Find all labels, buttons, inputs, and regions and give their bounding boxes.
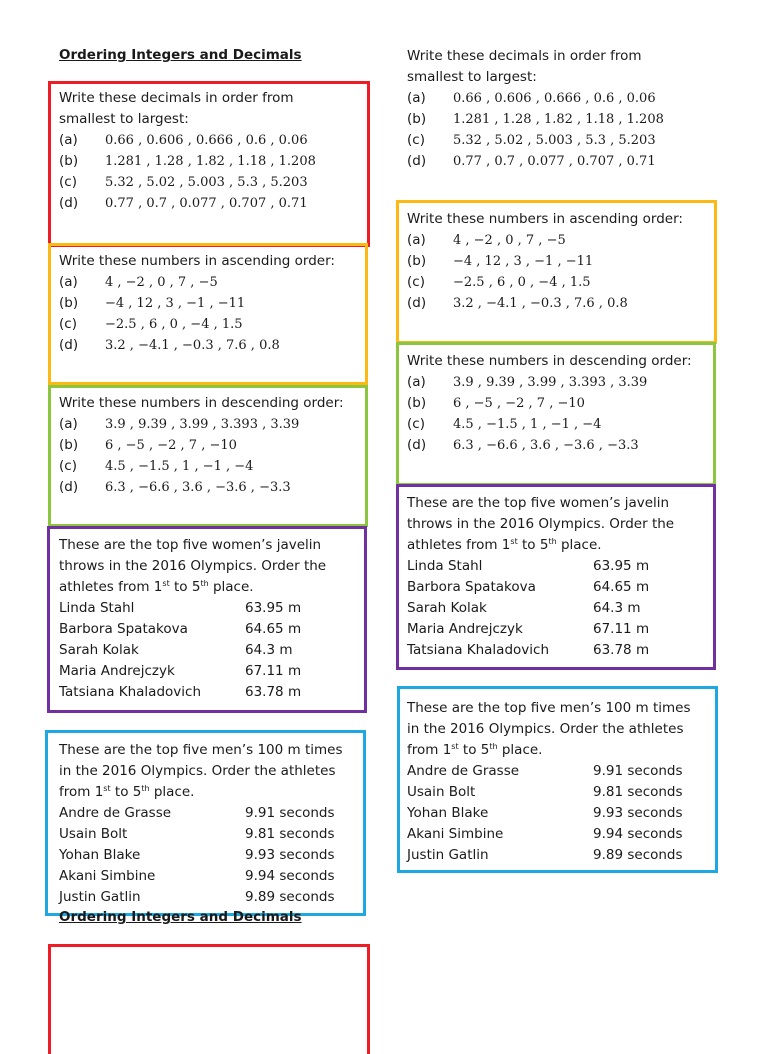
ascending-item: [59, 293, 335, 314]
decimals-prompt-line2: smallest to largest:: [407, 69, 537, 85]
athlete-name: Tatsiana Khaladovich: [59, 684, 202, 700]
ascending-item: [59, 272, 335, 293]
athlete-name: Andre de Grasse: [59, 805, 172, 821]
decimals-prompt-line1: Write these decimals in order from: [407, 48, 642, 64]
item-values: 5.32 , 5.02 , 5.003 , 5.3 , 5.203: [105, 175, 308, 190]
athlete-name: Maria Andrejczyk: [407, 621, 523, 637]
worksheet-title-repeat: Ordering Integers and Decimals: [59, 909, 302, 925]
athlete-result: 64.65 m: [245, 621, 302, 637]
athlete-name: Linda Stahl: [59, 600, 135, 616]
javelin-question: [59, 535, 326, 703]
athlete-row: [59, 866, 342, 887]
item-label: (b): [59, 437, 79, 453]
item-label: (c): [59, 316, 77, 332]
item-values: −2.5 , 6 , 0 , −4 , 1.5: [453, 275, 591, 290]
decimals-question-right: [407, 46, 664, 172]
athlete-result: 67.11 m: [593, 621, 650, 637]
athlete-row: [59, 887, 342, 908]
decimals-item: [59, 193, 316, 214]
sprint-question: [59, 740, 342, 908]
descending-item: [59, 477, 344, 498]
athlete-row: [59, 824, 342, 845]
athlete-row: [59, 640, 326, 661]
item-values: 4 , −2 , 0 , 7 , −5: [453, 233, 566, 248]
descending-item: [59, 414, 344, 435]
ordinal-suffix: st: [451, 742, 459, 751]
item-values: 0.66 , 0.606 , 0.666 , 0.6 , 0.06: [105, 133, 308, 148]
athlete-row: [407, 640, 674, 661]
item-label: (a): [59, 274, 78, 290]
item-label: (a): [407, 374, 426, 390]
ascending-prompt: Write these numbers in ascending order:: [59, 253, 335, 269]
athlete-result: 9.81 seconds: [593, 784, 683, 800]
athlete-result: 67.11 m: [245, 663, 302, 679]
javelin-intro-line3: [407, 535, 674, 556]
decimals-question: [59, 88, 316, 214]
athlete-result: 9.89 seconds: [245, 889, 335, 905]
athlete-result: 9.91 seconds: [593, 763, 683, 779]
athlete-row: [407, 619, 674, 640]
athlete-row: [407, 845, 690, 866]
athlete-row: [407, 761, 690, 782]
ascending-item: [59, 335, 335, 356]
athlete-name: Maria Andrejczyk: [59, 663, 175, 679]
item-values: 3.2 , −4.1 , −0.3 , 7.6 , 0.8: [105, 338, 280, 353]
descending-item: [59, 456, 344, 477]
decimals-item: [59, 172, 316, 193]
athlete-name: Barbora Spatakova: [59, 621, 188, 637]
sprint-intro-line3: [59, 782, 342, 803]
athlete-result: 63.95 m: [593, 558, 650, 574]
item-label: (b): [407, 253, 427, 269]
ordinal-suffix: st: [103, 784, 111, 793]
descending-item: [407, 372, 692, 393]
item-label: (b): [407, 111, 427, 127]
sprint-intro-line2: in the 2016 Olympics. Order the athletes: [59, 763, 336, 779]
javelin-intro-line1: These are the top five women’s javelin: [407, 495, 670, 511]
decimals-item: [407, 130, 664, 151]
athlete-name: Akani Simbine: [407, 826, 504, 842]
intro-text: from 1: [407, 742, 452, 758]
item-values: 1.281 , 1.28 , 1.82 , 1.18 , 1.208: [453, 112, 664, 127]
athlete-result: 9.93 seconds: [245, 847, 335, 863]
athlete-name: Akani Simbine: [59, 868, 156, 884]
athlete-name: Yohan Blake: [407, 805, 489, 821]
athlete-row: [59, 619, 326, 640]
ordinal-suffix: st: [162, 579, 170, 588]
athlete-name: Justin Gatlin: [59, 889, 141, 905]
ascending-item: [407, 293, 683, 314]
item-values: 3.9 , 9.39 , 3.99 , 3.393 , 3.39: [105, 417, 300, 432]
item-values: 0.77 , 0.7 , 0.077 , 0.707 , 0.71: [105, 196, 308, 211]
athlete-result: 64.3 m: [593, 600, 641, 616]
intro-text: to 5: [458, 742, 490, 758]
athlete-row: [407, 803, 690, 824]
athlete-name: Usain Bolt: [59, 826, 128, 842]
decimals-prompt-line2: smallest to largest:: [59, 111, 189, 127]
athlete-result: 9.94 seconds: [593, 826, 683, 842]
sprint-intro-line2: in the 2016 Olympics. Order the athletes: [407, 721, 684, 737]
descending-item: [407, 393, 692, 414]
javelin-intro-line1: These are the top five women’s javelin: [59, 537, 322, 553]
item-label: (b): [407, 395, 427, 411]
athlete-row: [59, 845, 342, 866]
athlete-result: 64.65 m: [593, 579, 650, 595]
athlete-result: 64.3 m: [245, 642, 293, 658]
javelin-question-right: [407, 493, 674, 661]
item-values: 4 , −2 , 0 , 7 , −5: [105, 275, 218, 290]
intro-text: to 5: [110, 784, 142, 800]
item-values: 6 , −5 , −2 , 7 , −10: [453, 396, 585, 411]
athlete-name: Sarah Kolak: [407, 600, 487, 616]
athlete-name: Yohan Blake: [59, 847, 141, 863]
athlete-row: [407, 598, 674, 619]
athlete-name: Linda Stahl: [407, 558, 483, 574]
decimals-box-repeat: [48, 944, 370, 1054]
item-values: −4 , 12 , 3 , −1 , −11: [105, 296, 246, 311]
item-label: (d): [59, 479, 79, 495]
item-label: (a): [407, 90, 426, 106]
ordinal-suffix: th: [200, 579, 209, 588]
athlete-row: [59, 803, 342, 824]
athlete-row: [59, 682, 326, 703]
athlete-name: Sarah Kolak: [59, 642, 139, 658]
athlete-result: 9.89 seconds: [593, 847, 683, 863]
item-values: 0.77 , 0.7 , 0.077 , 0.707 , 0.71: [453, 154, 656, 169]
athlete-result: 9.91 seconds: [245, 805, 335, 821]
item-values: −4 , 12 , 3 , −1 , −11: [453, 254, 594, 269]
descending-item: [407, 435, 692, 456]
descending-item: [59, 435, 344, 456]
item-values: 1.281 , 1.28 , 1.82 , 1.18 , 1.208: [105, 154, 316, 169]
item-label: (a): [59, 132, 78, 148]
item-values: 6.3 , −6.6 , 3.6 , −3.6 , −3.3: [105, 480, 291, 495]
intro-text: place.: [208, 579, 254, 595]
ordinal-suffix: th: [141, 784, 150, 793]
decimals-item: [407, 151, 664, 172]
intro-text: to 5: [517, 537, 549, 553]
item-label: (b): [59, 153, 79, 169]
item-label: (d): [407, 153, 427, 169]
item-label: (a): [407, 232, 426, 248]
athlete-name: Tatsiana Khaladovich: [407, 642, 550, 658]
athlete-name: Justin Gatlin: [407, 847, 489, 863]
athlete-result: 63.95 m: [245, 600, 302, 616]
intro-text: athletes from 1: [59, 579, 163, 595]
ordinal-suffix: th: [489, 742, 498, 751]
decimals-item: [407, 109, 664, 130]
intro-text: to 5: [169, 579, 201, 595]
javelin-intro-line3: [59, 577, 326, 598]
item-label: (c): [59, 174, 77, 190]
javelin-intro-line2: throws in the 2016 Olympics. Order the: [59, 558, 327, 574]
intro-text: place.: [497, 742, 543, 758]
item-label: (c): [407, 274, 425, 290]
athlete-name: Barbora Spatakova: [407, 579, 536, 595]
athlete-row: [407, 556, 674, 577]
item-values: 6.3 , −6.6 , 3.6 , −3.6 , −3.3: [453, 438, 639, 453]
sprint-intro-line1: These are the top five men’s 100 m times: [59, 742, 343, 758]
athlete-row: [407, 824, 690, 845]
worksheet-title: Ordering Integers and Decimals: [59, 47, 302, 63]
ascending-item: [407, 230, 683, 251]
ascending-prompt: Write these numbers in ascending order:: [407, 211, 683, 227]
item-label: (d): [59, 195, 79, 211]
item-values: 0.66 , 0.606 , 0.666 , 0.6 , 0.06: [453, 91, 656, 106]
item-label: (c): [407, 132, 425, 148]
ascending-item: [59, 314, 335, 335]
athlete-row: [407, 577, 674, 598]
intro-text: from 1: [59, 784, 104, 800]
ascending-item: [407, 251, 683, 272]
item-values: 4.5 , −1.5 , 1 , −1 , −4: [453, 417, 602, 432]
javelin-intro-line2: throws in the 2016 Olympics. Order the: [407, 516, 675, 532]
intro-text: place.: [556, 537, 602, 553]
decimals-item: [59, 151, 316, 172]
descending-question: [59, 393, 344, 498]
sprint-intro-line3: [407, 740, 690, 761]
item-label: (a): [59, 416, 78, 432]
ordinal-suffix: th: [548, 537, 557, 546]
ordinal-suffix: st: [510, 537, 518, 546]
item-label: (c): [59, 458, 77, 474]
ascending-item: [407, 272, 683, 293]
athlete-result: 9.81 seconds: [245, 826, 335, 842]
decimals-prompt-line1: Write these decimals in order from: [59, 90, 294, 106]
item-label: (d): [407, 295, 427, 311]
decimals-item: [59, 130, 316, 151]
athlete-result: 9.93 seconds: [593, 805, 683, 821]
descending-item: [407, 414, 692, 435]
intro-text: place.: [149, 784, 195, 800]
athlete-result: 63.78 m: [245, 684, 302, 700]
athlete-name: Andre de Grasse: [407, 763, 520, 779]
sprint-intro-line1: These are the top five men’s 100 m times: [407, 700, 691, 716]
item-values: −2.5 , 6 , 0 , −4 , 1.5: [105, 317, 243, 332]
item-label: (b): [59, 295, 79, 311]
ascending-question: [59, 251, 335, 356]
item-label: (d): [59, 337, 79, 353]
item-label: (c): [407, 416, 425, 432]
descending-question-right: [407, 351, 692, 456]
item-values: 6 , −5 , −2 , 7 , −10: [105, 438, 237, 453]
item-label: (d): [407, 437, 427, 453]
athlete-result: 9.94 seconds: [245, 868, 335, 884]
descending-prompt: Write these numbers in descending order:: [407, 353, 692, 369]
athlete-row: [407, 782, 690, 803]
item-values: 5.32 , 5.02 , 5.003 , 5.3 , 5.203: [453, 133, 656, 148]
sprint-question-right: [407, 698, 690, 866]
item-values: 3.2 , −4.1 , −0.3 , 7.6 , 0.8: [453, 296, 628, 311]
athlete-row: [59, 598, 326, 619]
decimals-item: [407, 88, 664, 109]
athlete-name: Usain Bolt: [407, 784, 476, 800]
athlete-result: 63.78 m: [593, 642, 650, 658]
item-values: 4.5 , −1.5 , 1 , −1 , −4: [105, 459, 254, 474]
descending-prompt: Write these numbers in descending order:: [59, 395, 344, 411]
ascending-question-right: [407, 209, 683, 314]
athlete-row: [59, 661, 326, 682]
item-values: 3.9 , 9.39 , 3.99 , 3.393 , 3.39: [453, 375, 648, 390]
intro-text: athletes from 1: [407, 537, 511, 553]
